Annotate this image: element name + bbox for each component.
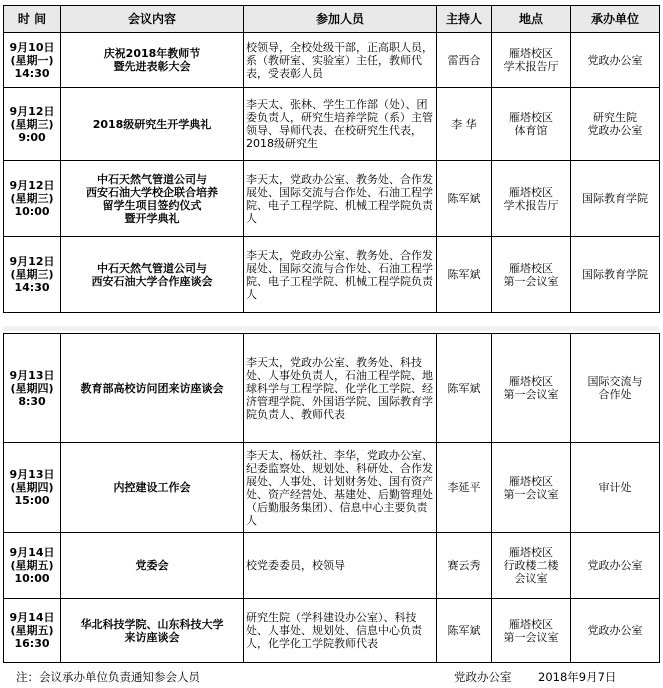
- location-line: 第一会议室: [503, 487, 559, 501]
- header-time: 时 间: [4, 6, 61, 33]
- location-line: 行政楼二楼: [503, 559, 559, 572]
- meeting-time: 8:30: [18, 394, 46, 408]
- meeting-time: 15:00: [14, 494, 50, 507]
- meeting-time-cell: [4, 33, 61, 88]
- meeting-time: 9:00: [18, 130, 46, 144]
- location-line: 会议室: [514, 572, 548, 585]
- meeting-attendees: 李天太，党政办公室、教务处、科技处、人事处负责人，石油工程学院、地球科学与工程学院、化学化工学院、经济管理学院、外国语学院、国际教育学院负责人、教师代表: [244, 334, 437, 443]
- header-host: 主持人: [437, 6, 492, 33]
- meeting-date: 9月10日: [9, 40, 55, 54]
- meeting-title-cell: [61, 237, 244, 313]
- location-line: 雁塔校区: [509, 546, 553, 559]
- meeting-attendees: 李天太，党政办公室、教务处、合作发展处、国际交流与合作处、石油工程学院、电子工程学院、机械工程学院负责人: [244, 161, 437, 237]
- organizer-line: 国际教育学院: [582, 192, 648, 205]
- meeting-attendees: 校领导，全校处级干部，正高职人员，系（教研室、实验室）主任，教师代表，受表彰人员: [244, 33, 437, 88]
- meeting-weekday: (星期一): [10, 53, 54, 67]
- meeting-date: 9月14日: [9, 611, 55, 624]
- organizer-line: 合作处: [598, 388, 632, 401]
- meeting-time-cell: [4, 161, 61, 237]
- meeting-host: 赛云秀: [437, 533, 492, 599]
- meeting-date: 9月12日: [9, 179, 55, 192]
- title-line: 中石天然气管道公司与: [97, 261, 207, 275]
- title-line: 内控建设工作会: [113, 481, 191, 494]
- header-content: 会议内容: [61, 6, 244, 33]
- meeting-row: [4, 161, 660, 237]
- title-line: 中石天然气管道公司与: [97, 172, 207, 186]
- title-line: 来访座谈会: [124, 630, 180, 644]
- title-line: 2018级研究生开学典礼: [92, 117, 212, 131]
- meeting-time-cell: [4, 88, 61, 161]
- location-line: 雁塔校区: [509, 47, 553, 60]
- location-line: 雁塔校区: [509, 617, 553, 631]
- meeting-attendees: 校党委委员，校领导: [244, 533, 437, 599]
- meeting-weekday: (星期三): [10, 268, 54, 281]
- schedule-table-part2: [3, 333, 660, 663]
- organizer-line: 党政办公室: [587, 559, 643, 572]
- meeting-row: [4, 88, 660, 161]
- location-line: 学术报告厅: [503, 198, 559, 212]
- meeting-organizer-cell: [571, 443, 660, 533]
- meeting-attendees: 李天太、杨妖社、李华，党政办公室、纪委监察处、规划处、科研处、合作发展处、人事处、计划财务处、国有资产处、资产经营处、基建处、后勤管理处（后勤服务集团）、信息中心主要负责人: [244, 443, 437, 533]
- footer: [16, 669, 656, 685]
- meeting-row: [4, 533, 660, 599]
- meeting-location-cell: [492, 237, 571, 313]
- meeting-weekday: (星期五): [10, 624, 54, 637]
- title-line: 教育部高校访问团来访座谈会: [80, 381, 224, 395]
- meeting-time: 16:30: [14, 637, 50, 650]
- meeting-weekday: (星期五): [10, 559, 54, 572]
- table-header-row: [4, 6, 660, 33]
- organizer-line: 党政办公室: [587, 124, 643, 137]
- meeting-host: 雷西合: [437, 33, 492, 88]
- location-line: 第一会议室: [503, 274, 559, 288]
- meeting-host: 李 华: [437, 88, 492, 161]
- meeting-weekday: (星期四): [10, 381, 54, 395]
- organizer-line: 研究生院: [593, 111, 637, 124]
- meeting-title-cell: [61, 443, 244, 533]
- meeting-host: 陈军斌: [437, 237, 492, 313]
- organizer-line: 审计处: [598, 481, 632, 494]
- meeting-row: [4, 334, 660, 443]
- meeting-organizer-cell: [571, 88, 660, 161]
- meeting-title-cell: [61, 599, 244, 663]
- footer-issuer: 党政办公室: [454, 670, 512, 684]
- meeting-time-cell: [4, 443, 61, 533]
- meeting-time-cell: [4, 334, 61, 443]
- meeting-weekday: (星期四): [10, 481, 54, 494]
- title-line: 暨开学典礼: [124, 211, 180, 225]
- organizer-line: 党政办公室: [587, 624, 643, 637]
- title-line: 西安石油大学合作座谈会: [91, 274, 213, 288]
- meeting-location-cell: [492, 599, 571, 663]
- meeting-title-cell: [61, 33, 244, 88]
- meeting-organizer-cell: [571, 334, 660, 443]
- meeting-organizer-cell: [571, 533, 660, 599]
- meeting-row: [4, 237, 660, 313]
- meeting-organizer-cell: [571, 599, 660, 663]
- location-line: 雁塔校区: [509, 185, 553, 199]
- meeting-location-cell: [492, 443, 571, 533]
- meeting-weekday: (星期三): [10, 192, 54, 205]
- organizer-line: 国际交流与: [587, 375, 643, 388]
- location-line: 雁塔校区: [509, 474, 553, 488]
- meeting-date: 9月12日: [9, 104, 55, 118]
- title-line: 庆祝2018年教师节: [103, 47, 201, 60]
- location-line: 第一会议室: [503, 630, 559, 644]
- meeting-location-cell: [492, 533, 571, 599]
- location-line: 雁塔校区: [509, 375, 553, 388]
- meeting-time: 10:00: [14, 572, 50, 585]
- footer-date: 2018年9月7日: [538, 670, 617, 684]
- location-line: 雁塔校区: [509, 261, 553, 275]
- meeting-title-cell: [61, 334, 244, 443]
- meeting-organizer-cell: [571, 237, 660, 313]
- meeting-date: 9月13日: [9, 368, 55, 382]
- meeting-row: [4, 443, 660, 533]
- title-line: 留学生项目签约仪式: [102, 198, 202, 212]
- schedule-table-part1: [3, 5, 660, 313]
- meeting-host: 陈军斌: [437, 599, 492, 663]
- meeting-weekday: (星期三): [10, 117, 54, 131]
- meeting-location-cell: [492, 334, 571, 443]
- header-location: 地点: [492, 6, 571, 33]
- meeting-time-cell: [4, 237, 61, 313]
- meeting-attendees: 研究生院（学科建设办公室）、科技处、人事处、规划处、信息中心负责人，化学化工学院教师代表: [244, 599, 437, 663]
- meeting-location-cell: [492, 33, 571, 88]
- meeting-organizer-cell: [571, 161, 660, 237]
- meeting-attendees: 李天太、张林、学生工作部（处）、团委负责人，研究生培养学院（系）主管领导、导师代表、在校研究生代表，2018级研究生: [244, 88, 437, 161]
- header-organizer: 承办单位: [571, 6, 660, 33]
- meeting-row: [4, 33, 660, 88]
- meeting-host: 李延平: [437, 443, 492, 533]
- title-line: 暨先进表彰大会: [113, 60, 191, 73]
- footer-note: 注：会议承办单位负责通知参会人员: [16, 670, 200, 684]
- meeting-date: 9月13日: [9, 468, 55, 481]
- meeting-organizer-cell: [571, 33, 660, 88]
- location-line: 学术报告厅: [503, 60, 559, 73]
- meeting-date: 9月12日: [9, 255, 55, 268]
- meeting-host: 陈军斌: [437, 334, 492, 443]
- location-line: 雁塔校区: [509, 111, 553, 124]
- location-line: 第一会议室: [503, 388, 559, 401]
- meeting-title-cell: [61, 161, 244, 237]
- meeting-time: 14:30: [14, 281, 50, 294]
- meeting-title-cell: [61, 533, 244, 599]
- title-line: 党委会: [135, 559, 169, 572]
- header-attendees: 参加人员: [244, 6, 437, 33]
- meeting-time-cell: [4, 599, 61, 663]
- page-break: [3, 326, 659, 331]
- meeting-date: 9月14日: [9, 546, 55, 559]
- organizer-line: 党政办公室: [587, 53, 643, 67]
- meeting-time-cell: [4, 533, 61, 599]
- meeting-location-cell: [492, 88, 571, 161]
- meeting-time: 10:00: [14, 205, 50, 218]
- title-line: 华北科技学院、山东科技大学: [80, 617, 224, 631]
- meeting-title-cell: [61, 88, 244, 161]
- title-line: 西安石油大学校企联合培养: [86, 185, 218, 199]
- meeting-attendees: 李天太，党政办公室、教务处、合作发展处、国际交流与合作处、石油工程学院、电子工程学院、机械工程学院负责人: [244, 237, 437, 313]
- organizer-line: 国际教育学院: [582, 268, 648, 281]
- meeting-host: 陈军斌: [437, 161, 492, 237]
- meeting-row: [4, 599, 660, 663]
- location-line: 体育馆: [514, 124, 548, 137]
- meeting-time: 14:30: [14, 66, 50, 80]
- meeting-location-cell: [492, 161, 571, 237]
